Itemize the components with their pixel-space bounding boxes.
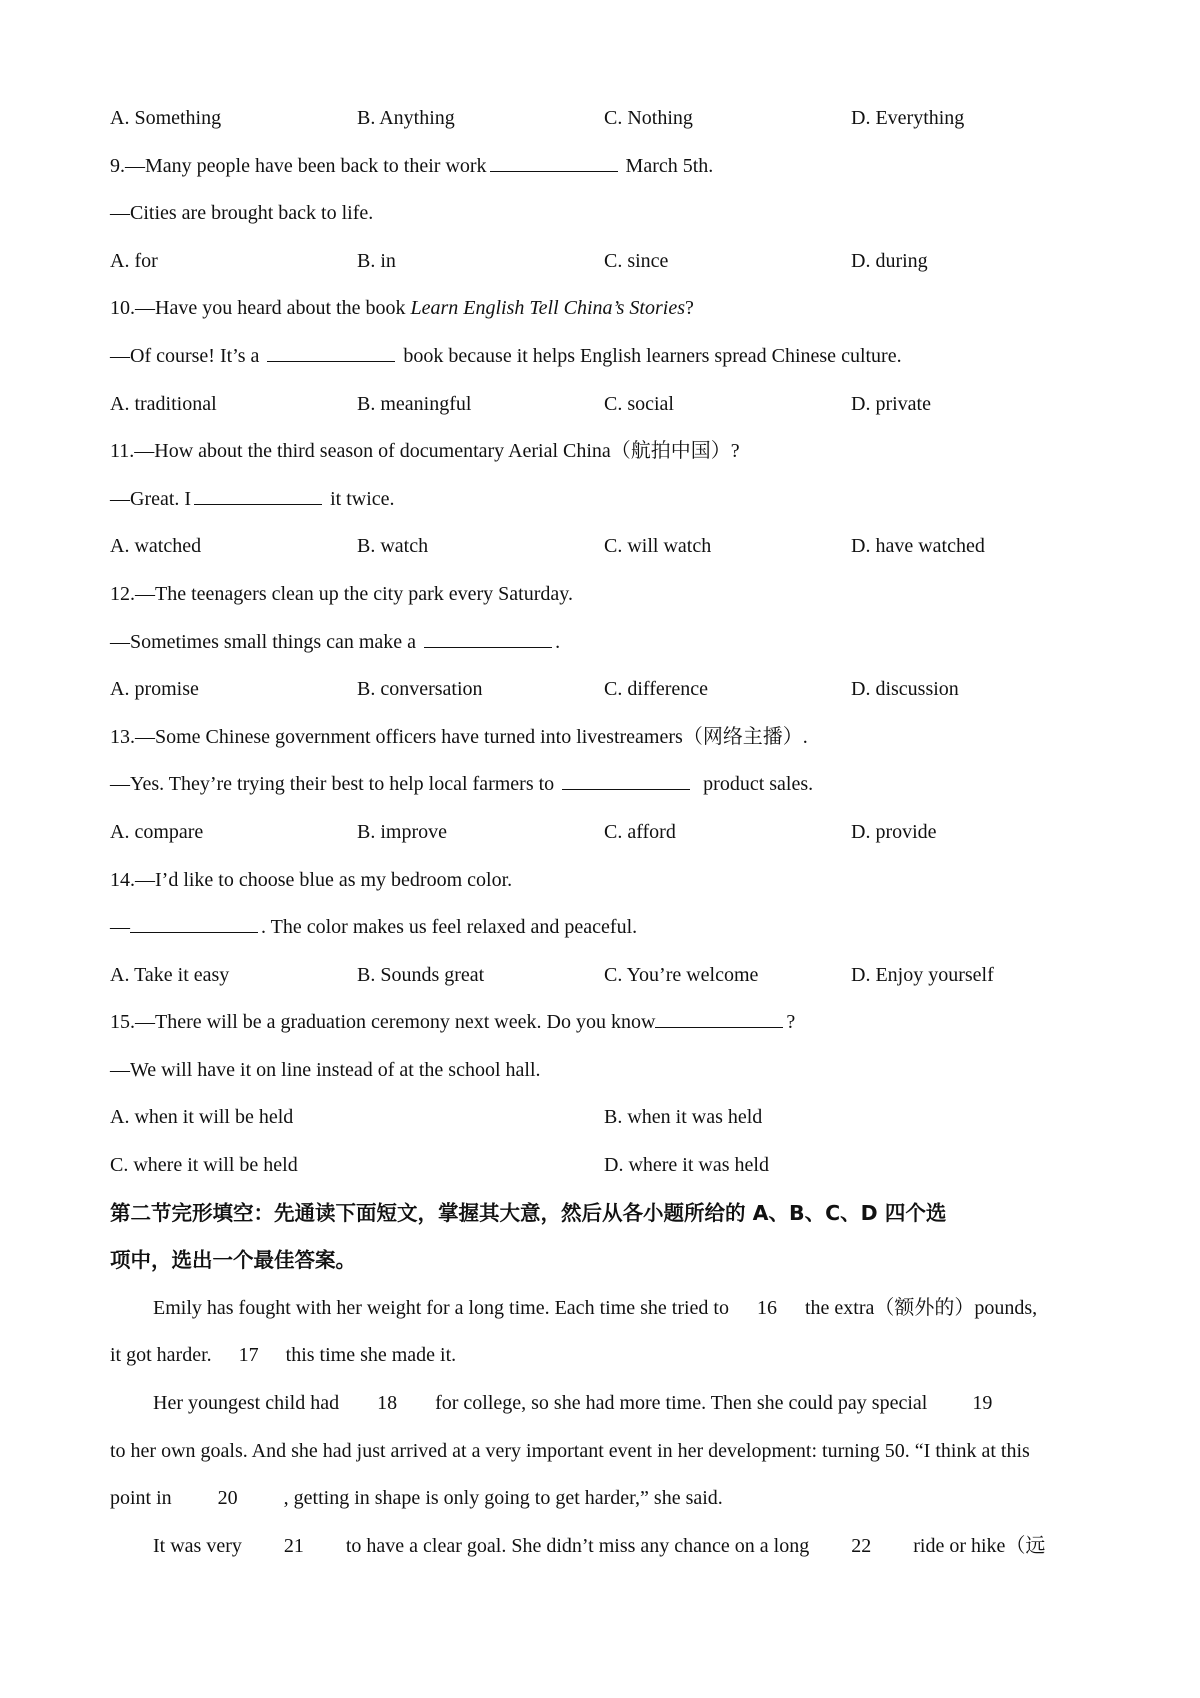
q10-option-b[interactable]: B. meaningful — [357, 392, 472, 415]
passage-text: Emily has fought with her weight for a long time. Each time she tried to — [153, 1296, 734, 1319]
q15-options-row2 — [110, 1142, 1110, 1190]
exam-page — [110, 95, 1110, 1570]
passage-text: to have a clear goal. She didn’t miss any chance on a long — [340, 1534, 815, 1557]
q12-stem: 12.—The teenagers clean up the city park every Saturday. — [110, 582, 573, 605]
blank-21-number: 21 — [283, 1534, 304, 1557]
q13-reply-text: —Yes. They’re trying their best to help local farmers to — [110, 773, 560, 796]
q13-blank — [562, 788, 690, 790]
q14-option-d[interactable]: D. Enjoy yourself — [851, 963, 994, 986]
q15-option-c[interactable]: C. where it will be held — [110, 1154, 298, 1177]
q10-blank — [267, 360, 395, 362]
q14-option-a[interactable]: A. Take it easy — [110, 963, 230, 986]
passage-text: this time she made it. — [280, 1344, 457, 1367]
q9-reply: —Cities are brought back to life. — [110, 202, 374, 225]
q8-option-d[interactable]: D. Everything — [851, 107, 965, 129]
q10-option-d[interactable]: D. private — [851, 392, 931, 415]
blank-20-number: 20 — [217, 1487, 238, 1510]
blank-16-number: 16 — [756, 1296, 777, 1319]
q9-option-b[interactable]: B. in — [357, 249, 396, 272]
q10-stem-text: 10.—Have you heard about the book — [110, 297, 411, 320]
blank-22-number: 22 — [851, 1534, 872, 1557]
q9-option-d[interactable]: D. during — [851, 249, 928, 272]
q15-stem — [110, 999, 1110, 1047]
q8-options — [110, 95, 1110, 143]
q10-options — [110, 381, 1110, 429]
passage-line-5 — [110, 1475, 1110, 1523]
q11-reply — [110, 476, 1110, 524]
q15-reply: —We will have it on line instead of at the school hall. — [110, 1058, 541, 1081]
q12-option-d[interactable]: D. discussion — [851, 678, 959, 701]
q8-option-b[interactable]: B. Anything — [357, 107, 455, 129]
q12-option-b[interactable]: B. conversation — [357, 678, 483, 701]
blank-16[interactable] — [734, 1285, 800, 1333]
passage-line-3 — [110, 1380, 1110, 1428]
q11-stem: 11.—How about the third season of documentary Aerial China（航拍中国）? — [110, 440, 740, 463]
q10-book-title: Learn English Tell China’s Stories — [410, 297, 685, 320]
blank-19[interactable] — [932, 1380, 1032, 1428]
q11-option-a[interactable]: A. watched — [110, 535, 202, 558]
blank-21[interactable] — [247, 1523, 341, 1571]
q10-stem — [110, 285, 1110, 333]
blank-22[interactable] — [814, 1523, 908, 1571]
q13-reply-tail: product sales. — [693, 773, 814, 796]
q14-options — [110, 952, 1110, 1000]
q13-option-d[interactable]: D. provide — [851, 820, 937, 843]
passage-text: , getting in shape is only going to get harder,” she said. — [278, 1487, 723, 1510]
q14-reply — [110, 904, 1110, 952]
q15-stem-text: 15.—There will be a graduation ceremony next week. Do you know — [110, 1011, 656, 1034]
q10-option-c[interactable]: C. social — [604, 392, 674, 415]
q9-option-c[interactable]: C. since — [604, 249, 669, 272]
passage-text: It was very — [153, 1534, 247, 1557]
q11-reply-text: —Great. I — [110, 487, 192, 510]
q14-stem: 14.—I’d like to choose blue as my bedroom color. — [110, 868, 513, 891]
q12-blank — [424, 646, 552, 648]
q12-reply-tail: . — [555, 630, 561, 653]
q12-reply — [110, 619, 1110, 667]
q11-options — [110, 523, 1110, 571]
q14-blank — [130, 931, 258, 933]
q15-option-d[interactable]: D. where it was held — [604, 1154, 769, 1177]
passage-line-4: to her own goals. And she had just arrived at a very important event in her development: turning 50. “I think at this — [110, 1439, 1030, 1462]
section2-heading-line1: 第二节完形填空：先通读下面短文，掌握其大意，然后从各小题所给的 A、B、C、D 四个选 — [110, 1200, 947, 1225]
q9-blank — [490, 170, 618, 172]
q10-option-a[interactable]: A. traditional — [110, 392, 217, 415]
q15-option-b[interactable]: B. when it was held — [604, 1106, 763, 1129]
q15-options-row1 — [110, 1094, 1110, 1142]
blank-17[interactable] — [217, 1332, 281, 1380]
blank-18[interactable] — [344, 1380, 430, 1428]
q10-reply-text: —Of course! It’s a — [110, 344, 265, 367]
q13-option-b[interactable]: B. improve — [357, 820, 447, 843]
q11-option-c[interactable]: C. will watch — [604, 535, 712, 558]
q12-options — [110, 666, 1110, 714]
q9-stem — [110, 143, 1110, 191]
passage-line-1 — [110, 1285, 1110, 1333]
passage-line-2 — [110, 1332, 1110, 1380]
passage-text: it got harder. — [110, 1344, 217, 1367]
q11-option-d[interactable]: D. have watched — [851, 535, 985, 558]
q15-option-a[interactable]: A. when it will be held — [110, 1106, 294, 1129]
q13-option-c[interactable]: C. afford — [604, 820, 676, 843]
q13-options — [110, 809, 1110, 857]
q11-blank — [194, 503, 322, 505]
passage-text: ride or hike（远 — [908, 1534, 1046, 1557]
q9-options — [110, 238, 1110, 286]
q9-option-a[interactable]: A. for — [110, 249, 158, 272]
q14-option-c[interactable]: C. You’re welcome — [604, 963, 759, 986]
q9-stem-text: 9.—Many people have been back to their work — [110, 154, 487, 177]
q12-option-a[interactable]: A. promise — [110, 678, 199, 701]
q10-reply — [110, 333, 1110, 381]
q10-reply-tail: book because it helps English learners spread Chinese culture. — [398, 344, 902, 367]
q13-stem: 13.—Some Chinese government officers have turned into livestreamers（网络主播）. — [110, 725, 808, 748]
passage-text: for college, so she had more time. Then she could pay special — [430, 1392, 933, 1415]
blank-17-number: 17 — [238, 1344, 259, 1367]
q10-stem-tail: ? — [684, 297, 694, 320]
q13-option-a[interactable]: A. compare — [110, 820, 204, 843]
blank-19-number: 19 — [972, 1392, 993, 1415]
q9-stem-tail: March 5th. — [620, 154, 714, 177]
q12-option-c[interactable]: C. difference — [604, 678, 709, 701]
q11-reply-tail: it twice. — [325, 487, 395, 510]
passage-text: point in — [110, 1487, 177, 1510]
passage-text: Her youngest child had — [153, 1392, 345, 1415]
q14-reply-text: — — [110, 916, 130, 939]
section2-heading-line2: 项中，选出一个最佳答案。 — [110, 1248, 356, 1273]
q11-option-b[interactable]: B. watch — [357, 535, 429, 558]
q14-reply-tail: . The color makes us feel relaxed and peaceful. — [261, 916, 638, 939]
q14-option-b[interactable]: B. Sounds great — [357, 963, 485, 986]
blank-18-number: 18 — [377, 1392, 398, 1415]
q12-reply-text: —Sometimes small things can make a — [110, 630, 422, 653]
passage-text: the extra（额外的）pounds, — [799, 1296, 1038, 1319]
q8-option-a[interactable]: A. Something — [110, 107, 222, 129]
q8-option-c[interactable]: C. Nothing — [604, 107, 693, 129]
blank-20[interactable] — [177, 1475, 279, 1523]
q15-stem-tail: ? — [786, 1011, 796, 1034]
passage-line-6 — [110, 1523, 1110, 1571]
q15-blank — [655, 1026, 783, 1028]
q13-reply — [110, 761, 1110, 809]
